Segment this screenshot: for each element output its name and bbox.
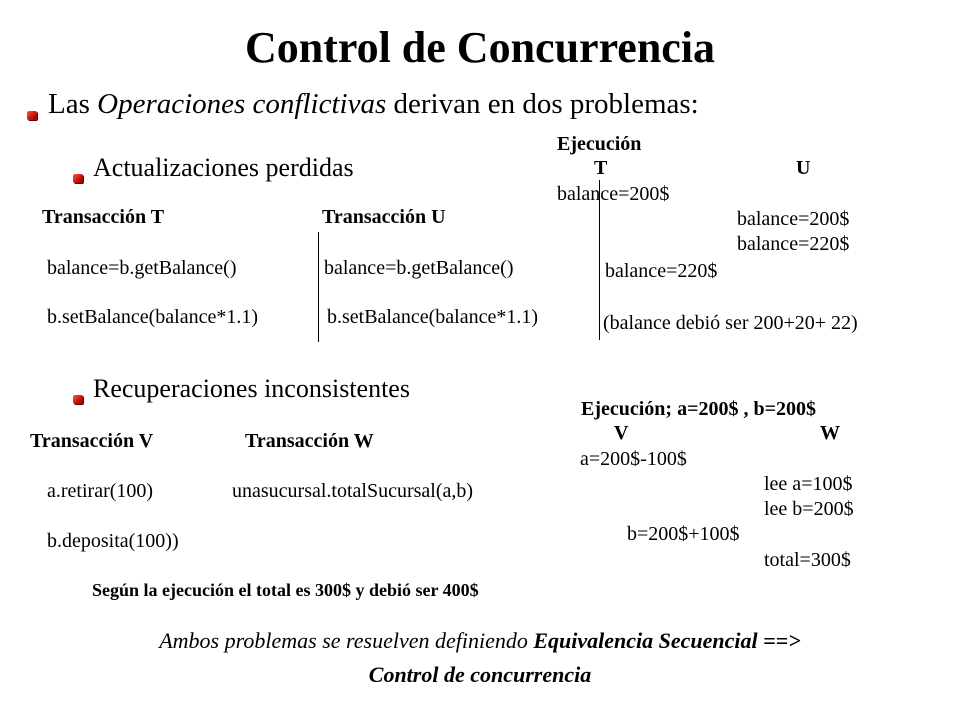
conclusion-emphasis: Equivalencia Secuencial ==> (533, 628, 801, 653)
execution-label: Ejecución (557, 133, 642, 155)
inconsistency-note: Según la ejecución el total es 300$ y debió ser 400$ (92, 580, 479, 600)
u-op-2: b.setBalance(balance*1.1) (327, 306, 539, 328)
column-divider (318, 232, 319, 342)
lost-updates-heading: Actualizaciones perdidas (93, 153, 354, 182)
intro-suffix: derivan en dos problemas: (386, 88, 699, 120)
execution-step: a=200$-100$ (580, 448, 687, 470)
v-op-2: b.deposita(100)) (47, 530, 179, 552)
inconsistent-retrievals-heading: Recuperaciones inconsistentes (93, 374, 410, 403)
execution-step: lee a=100$ (764, 473, 853, 495)
bullet-icon (73, 395, 83, 404)
intro-line (48, 88, 699, 121)
execution-step: balance=220$ (605, 260, 718, 282)
conclusion-line-2: Control de concurrencia (368, 662, 592, 687)
conclusion-line-1 (0, 628, 960, 654)
execution-col-t: T (594, 157, 608, 179)
intro-prefix: Las (48, 88, 98, 120)
page-title: Control de Concurrencia (244, 23, 716, 72)
execution-col-v: V (614, 422, 629, 444)
execution-label: Ejecución; a=200$ , b=200$ (581, 398, 817, 420)
t-op-1: balance=b.getBalance() (47, 257, 237, 279)
execution-step: balance=200$ (737, 208, 850, 230)
intro-emphasis: Operaciones conflictivas (97, 88, 387, 120)
transaction-u-header: Transacción U (322, 206, 446, 228)
u-op-1: balance=b.getBalance() (324, 257, 514, 279)
v-op-1: a.retirar(100) (47, 480, 154, 502)
transaction-v-header: Transacción V (30, 430, 154, 452)
bullet-icon (73, 174, 83, 183)
execution-note: (balance debió ser 200+20+ 22) (603, 312, 858, 334)
execution-col-u: U (796, 157, 811, 179)
execution-step: balance=200$ (557, 183, 670, 205)
execution-step: balance=220$ (737, 233, 850, 255)
transaction-w-header: Transacción W (245, 430, 374, 452)
transaction-t-header: Transacción T (42, 206, 165, 228)
execution-step: total=300$ (764, 549, 851, 571)
execution-col-w: W (820, 422, 840, 444)
w-op-1: unasucursal.totalSucursal(a,b) (232, 480, 474, 502)
conclusion-prefix: Ambos problemas se resuelven definiendo (159, 628, 534, 653)
execution-step: lee b=200$ (764, 498, 854, 520)
execution-step: b=200$+100$ (627, 523, 740, 545)
bullet-icon (27, 111, 37, 120)
t-op-2: b.setBalance(balance*1.1) (47, 306, 259, 328)
